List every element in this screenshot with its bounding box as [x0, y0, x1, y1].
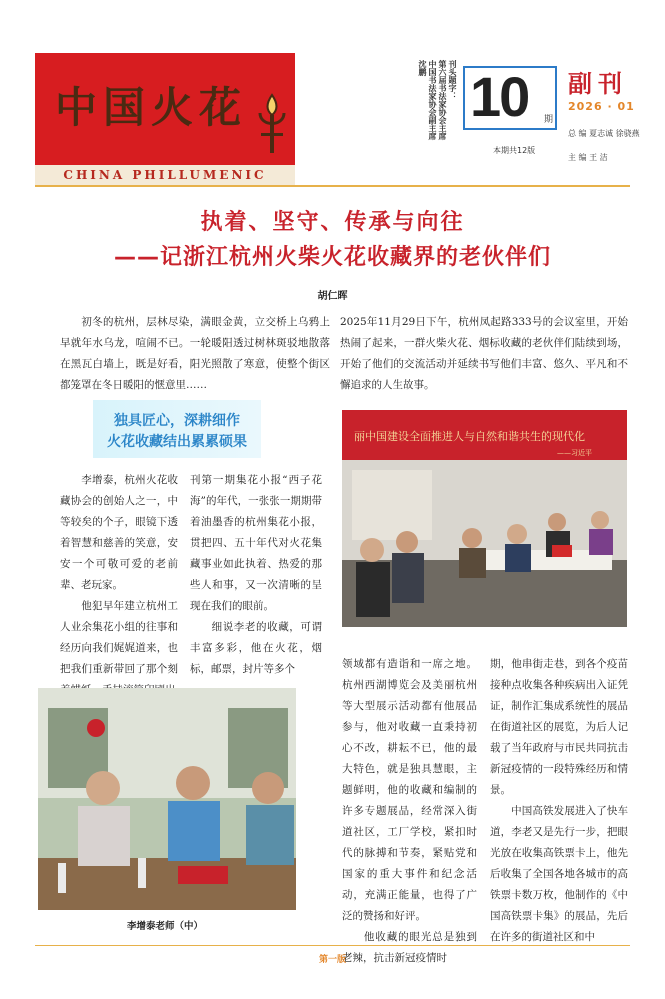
meeting-banner-text: 丽中国建设全面推进人与自然和谐共生的现代化 [354, 430, 585, 443]
meeting-banner-sign: ——习近平 [557, 449, 592, 457]
headline-sub: ——记浙江杭州火柴火花收藏界的老伙伴们 [113, 245, 551, 270]
headline-main: 执着、坚守、传承与向往 [200, 210, 465, 235]
inscription-col-1: 刊头题字： [448, 60, 457, 100]
column-4 [490, 654, 628, 943]
intro-text-left: 初冬的杭州，层林尽染，满眼金黄，立交桥上乌鸦上早就年水乌龙，喧闹不已。一轮暖阳透过树林斑驳地散落在黑瓦白墙上，既是好看，阳光照散了寒意，使整个街区都笼罩在冬日暖阳的惬意里…… [60, 316, 330, 391]
masthead-subtitle: CHINA PHILLUMENIC [63, 168, 267, 182]
column-4-para-2: 中国高铁发展进入了快车道，李老又是先行一步，把眼光放在收集高铁票卡上，他先后收集了全国各地各城市的高铁票卡数万枚，他制作的《中国高铁票卡集》的展品，先后在许多的街道社区和中 [490, 805, 628, 943]
column-2-para-1: 刊第一期集花小报“西子花海”的年代，一张张一期期带着油墨香的杭州集花小报，贯把四、五十年代对火花集藏事业如此执着、热爱的那些人和事，又一次清晰的呈现在我们的眼前。 [190, 474, 322, 612]
column-3-para-1: 领域都有造诣和一席之地。杭州西湖博览会及美丽杭州等大型展示活动都有他展品参与，他对收藏一直秉持初心不改，耕耘不已，他的最大特色，就是独具慧眼，主题鲜明，他的收藏和编制的许多专题展品，经常深入街道社区，工厂学校，紧扣时代的脉搏和节奏，紧贴党和国家的重大事件和纪念活动，充满正能量，也得了广泛的赞扬和好评。 [342, 658, 477, 922]
intro-paragraph-left [60, 312, 330, 396]
column-3 [342, 654, 477, 964]
byline: 胡仁晖 [317, 291, 348, 302]
column-1-para-1: 李增泰，杭州火花收藏协会的创始人之一，中等较矣的个子，眼镜下透着智慧和慈善的笑意，安安一个可敬可爱的老前辈、老玩家。 [60, 474, 178, 591]
column-4-para-1: 期，他串街走巷，到各个疫苗接种点收集各种疾病出入证凭证，制作汇集成系统性的展品在街道社区的展览，为后人记载了当年政府与市民共同抗击新冠疫情的一段特殊经历和情景。 [490, 658, 628, 796]
portrait-photo-image [38, 688, 296, 910]
footer-divider [35, 945, 630, 946]
masthead-divider [35, 185, 630, 187]
meeting-photo [342, 410, 627, 627]
page-label: 第一版 [318, 955, 346, 965]
callout-line-2: 火花收藏结出累累硕果 [107, 434, 247, 450]
inscription-col-3: 中国书法家协会副主席 [428, 60, 437, 140]
intro-paragraph-right [340, 312, 628, 396]
editor-in-chief: 总 编 夏志诚 徐骁燕 [568, 129, 640, 138]
column-2-para-2: 细说李老的收藏，可谓丰富多彩，他在火花，烟标，邮票，封片等多个 [190, 621, 322, 675]
column-1-para-2: 他犯早年建立杭州工人业余集花小组的往事和经历向我们娓娓道来，也把我们重新带回了那个刻 [60, 600, 178, 675]
photo-caption: 李增泰老师（中） [126, 921, 203, 932]
issue-number: 10 [470, 65, 529, 128]
inscription-col-2: 第六届书法家协会主席 [438, 60, 447, 140]
column-1 [60, 470, 178, 675]
masthead-title: 中国火花 [55, 83, 248, 132]
callout-line-1: 独具匠心，深耕细作 [114, 413, 240, 429]
column-2 [190, 470, 322, 675]
portrait-photo [38, 688, 296, 910]
inscription-col-4: 沈鹏 [418, 60, 427, 76]
torch-emblem-icon [255, 93, 289, 155]
publication-date: 2026 · 01 [568, 100, 635, 113]
masthead-banner [35, 53, 295, 185]
meeting-photo-image [342, 410, 627, 627]
intro-text-right: 2025年11月29日下午，杭州凤起路333号的会议室里，开始热闹了起来，一群火柴火花、烟标收藏的老伙伴们陆续到场，开始了他们的交流活动并延续书写他们丰富、悠久、平凡和不懈追求的人生故事。 [340, 316, 628, 391]
supplement-label: 副刊 [568, 70, 628, 98]
chief-editor: 主 编 王 洁 [568, 153, 608, 162]
issue-suffix: 期 [544, 115, 554, 125]
column-3-para-2: 他收藏的眼光总是独到老辣，抗击新冠疫情时 [342, 931, 477, 964]
pages-note: 本期共12版 [493, 146, 536, 155]
